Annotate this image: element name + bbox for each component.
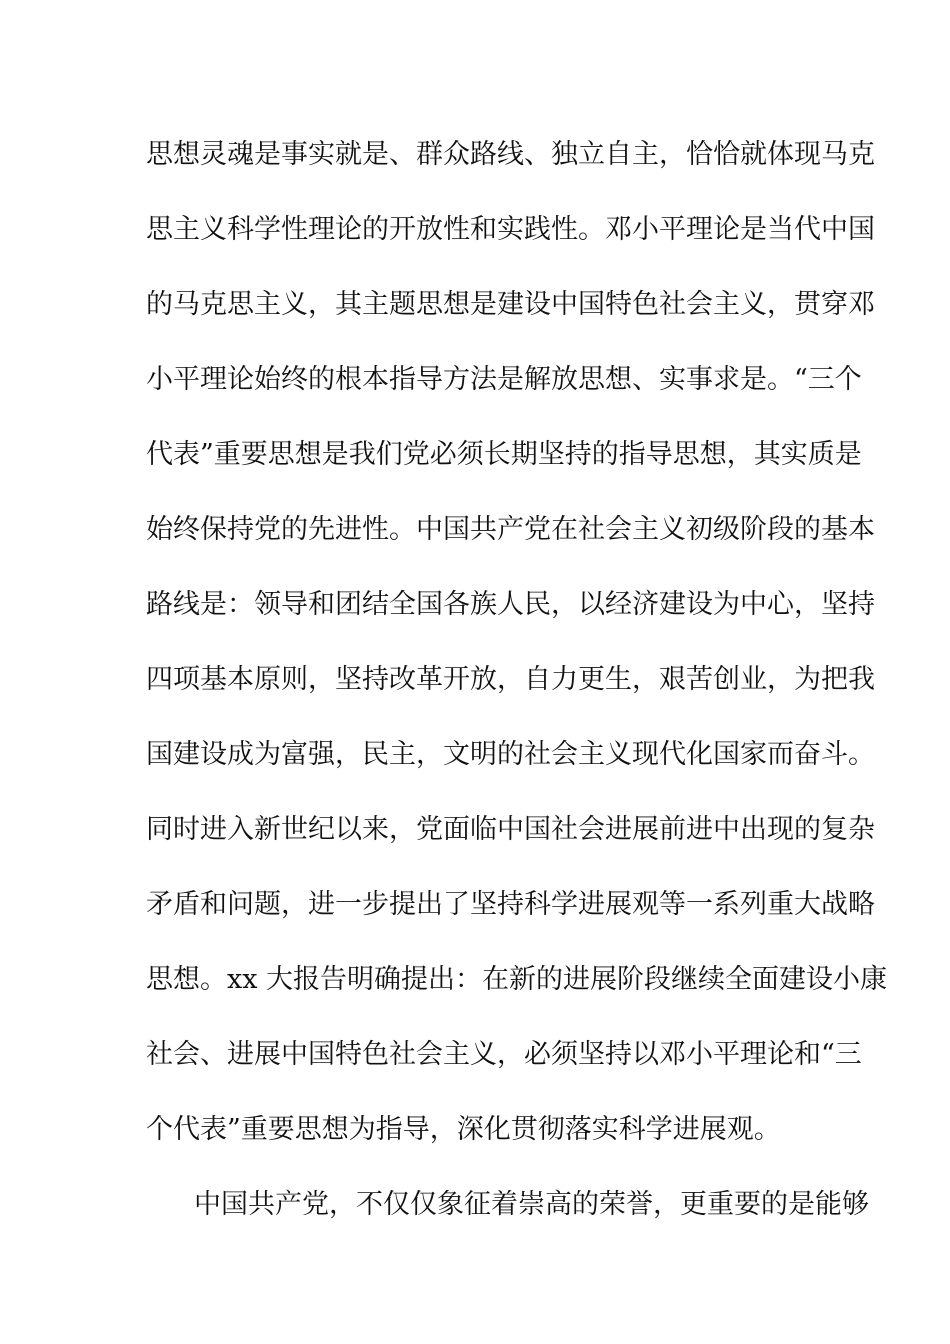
text-line: 国建设成为富强，民主，文明的社会主义现代化国家而奋斗。 bbox=[146, 739, 875, 770]
text-line: 矛盾和问题，进一步提出了坚持科学进展观等一系列重大战略 bbox=[146, 889, 875, 920]
text-line: 小平理论始终的根本指导方法是解放思想、实事求是。“三个 bbox=[146, 364, 862, 395]
text-line: 代表”重要思想是我们党必须长期坚持的指导思想，其实质是 bbox=[146, 439, 862, 470]
text-line: 始终保持党的先进性。中国共产党在社会主义初级阶段的基本 bbox=[146, 514, 875, 545]
text-line: 个代表”重要思想为指导，深化贯彻落实科学进展观。 bbox=[146, 1114, 781, 1145]
paragraph-first-line: 中国共产党，不仅仅象征着崇高的荣誉，更重要的是能够 bbox=[194, 1189, 869, 1220]
body-text bbox=[146, 126, 888, 1251]
text-line: 同时进入新世纪以来，党面临中国社会进展前进中出现的复杂 bbox=[146, 814, 875, 845]
text-line: 的马克思主义，其主题思想是建设中国特色社会主义，贯穿邓 bbox=[146, 289, 875, 320]
text-line: 路线是：领导和团结全国各族人民，以经济建设为中心，坚持 bbox=[146, 589, 875, 620]
text-line: 思想灵魂是事实就是、群众路线、独立自主，恰恰就体现马克 bbox=[146, 139, 875, 170]
text-line: 社会、进展中国特色社会主义，必须坚持以邓小平理论和“三 bbox=[146, 1039, 862, 1070]
text-line: 思主义科学性理论的开放性和实践性。邓小平理论是当代中国 bbox=[146, 214, 875, 245]
text-line: 思想。xx 大报告明确提出：在新的进展阶段继续全面建设小康 bbox=[146, 964, 888, 995]
text-line: 四项基本原则，坚持改革开放，自力更生，艰苦创业，为把我 bbox=[146, 664, 875, 695]
